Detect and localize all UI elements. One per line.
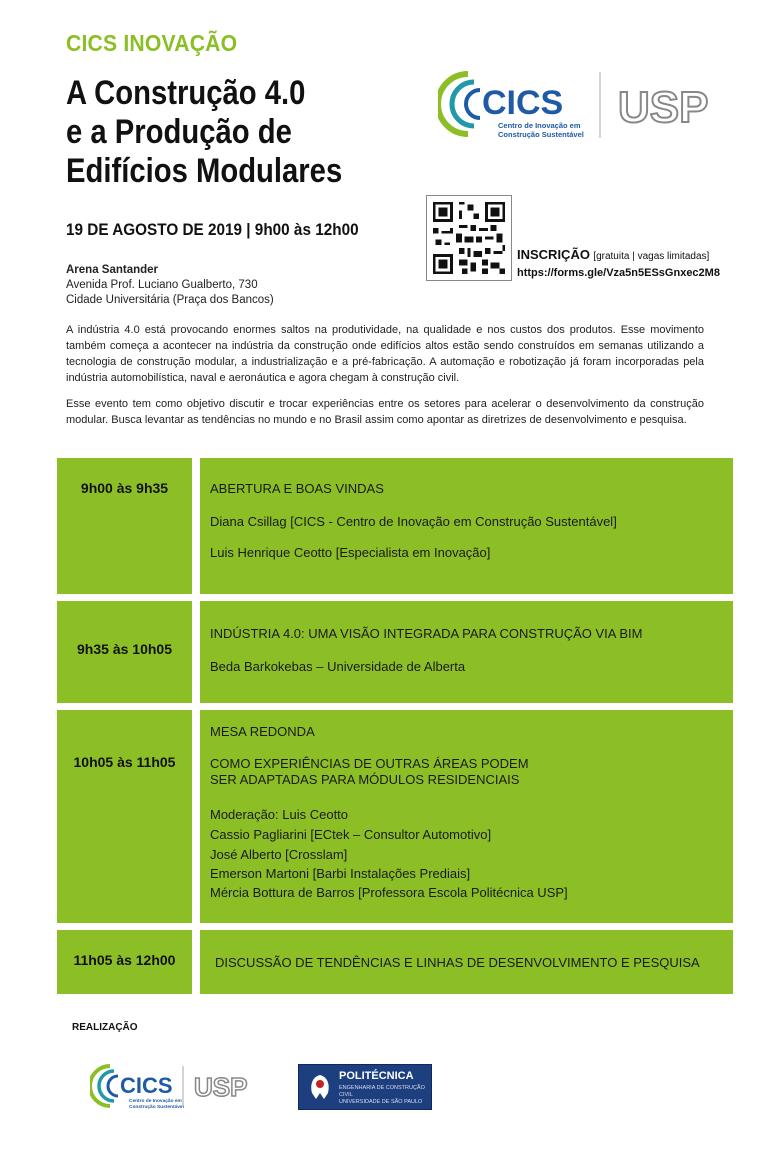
schedule-speaker: Luis Henrique Ceotto [Especialista em Inovação] — [210, 545, 491, 560]
schedule-speaker: Cassio Pagliarini [ECtek – Consultor Automotivo] — [210, 827, 492, 842]
registration-note: [gratuita | vagas limitadas] — [593, 251, 710, 262]
politecnica-subtitle — [339, 1085, 431, 1106]
schedule-time-cell — [57, 601, 192, 703]
venue-address: Avenida Prof. Luciano Gualberto, 730 — [66, 279, 258, 291]
schedule-speaker: Beda Barkokebas – Universidade de Alberta — [210, 659, 466, 674]
schedule-time-cell — [57, 458, 192, 594]
registration — [517, 247, 720, 281]
schedule-row-3 — [57, 710, 733, 923]
schedule-time: 9h35 às 10h05 — [77, 641, 172, 657]
schedule-row-4 — [57, 930, 733, 994]
intro-paragraph-1: A indústria 4.0 está provocando enormes saltos na produtividade, na qualidade e nos custos dos produtos. Esse movimento também começa a acontecer na indústria da construção onde edifícios altos estão sendo construídos em semanas utilizando a tecnologia de construção modular, a industrialização e a pré-fabricação. A automação e robotização já foram incorporadas pela indústria automobilística, naval e aeronáutica e agora chegam à construção civil. — [66, 324, 704, 384]
registration-label: INSCRIÇÃO — [517, 247, 590, 262]
venue-place: Cidade Universitária (Praça dos Bancos) — [66, 294, 274, 306]
cics-logo-text: CICS — [120, 1073, 173, 1098]
schedule-time: 9h00 às 9h35 — [80, 480, 169, 496]
event-series-label: CICS INOVAÇÃO — [66, 30, 238, 56]
page-title — [66, 74, 342, 191]
event-date: 19 DE AGOSTO DE 2019 | 9h00 às 12h00 — [66, 220, 359, 239]
cics-logo-sub-1: Centro de Inovação em — [498, 121, 581, 130]
title-line-3: Edifícios Modulares — [66, 152, 343, 190]
intro-paragraph-2: Esse evento tem como objetivo discutir e trocar experiências entre os setores para acelerar o desenvolvimento da construção modular. Busca levantar as tendências no mundo e no Brasil assim como apontar as diretrizes de desenvolvimento e pesquisa. — [66, 398, 704, 426]
venue-name: Arena Santander — [66, 264, 159, 276]
schedule-session-subtitle: SER ADAPTADAS PARA MÓDULOS RESIDENCIAIS — [210, 772, 520, 787]
schedule-session-title: INDÚSTRIA 4.0: UMA VISÃO INTEGRADA PARA CONSTRUÇÃO VIA BIM — [210, 626, 643, 641]
schedule-session-subtitle: COMO EXPERIÊNCIAS DE OUTRAS ÁREAS PODEM — [210, 756, 529, 771]
title-line-2: e a Produção de — [66, 113, 292, 151]
schedule-program-cell — [200, 930, 733, 994]
title-line-1: A Construção 4.0 — [66, 74, 306, 112]
cics-ring-icon — [438, 74, 480, 134]
schedule-time: 11h05 às 12h00 — [73, 952, 176, 968]
qr-code-icon[interactable] — [426, 195, 512, 281]
schedule-speaker: Diana Csillag [CICS - Centro de Inovação em Construção Sustentável] — [210, 514, 617, 529]
schedule-row-1 — [57, 458, 733, 594]
schedule-time-cell — [57, 930, 192, 994]
schedule-session-title: MESA REDONDA — [210, 724, 315, 739]
schedule-program-cell — [200, 710, 733, 923]
cics-logo-sub-1: Centro de Inovação em — [129, 1099, 182, 1104]
schedule-program-cell — [200, 601, 733, 703]
schedule-program-cell — [200, 458, 733, 594]
registration-link[interactable]: https://forms.gle/Vza5n5ESsGnxec2M8 — [517, 267, 720, 279]
cics-usp-logo — [438, 68, 728, 140]
cics-logo-text: CICS — [482, 84, 564, 122]
schedule-speaker: Moderação: Luis Ceotto — [210, 807, 349, 822]
schedule-session-title: DISCUSSÃO DE TENDÊNCIAS E LINHAS DE DESENVOLVIMENTO E PESQUISA — [215, 955, 700, 970]
event-venue — [66, 263, 274, 308]
schedule-time: 10h05 às 11h05 — [73, 754, 176, 770]
cics-ring-icon — [90, 1066, 118, 1106]
politecnica-title: POLITÉCNICA — [339, 1070, 414, 1082]
politecnica-subtitle-1: ENGENHARIA DE CONSTRUÇÃO CIVIL — [339, 1085, 425, 1098]
cics-logo-sub-2: Construção Sustentável — [129, 1105, 184, 1110]
schedule-speaker: Emerson Martoni [Barbi Instalações Prediais] — [210, 866, 471, 881]
schedule-row-2 — [57, 601, 733, 703]
usp-logo-text: USP — [618, 83, 709, 132]
schedule-speaker: Mércia Bottura de Barros [Professora Escola Politécnica USP] — [210, 885, 568, 900]
footer-realizacao-label: REALIZAÇÃO — [72, 1022, 138, 1033]
usp-logo-text: USP — [194, 1072, 248, 1102]
politecnica-subtitle-2: UNIVERSIDADE DE SÃO PAULO — [339, 1099, 423, 1105]
politecnica-emblem-icon — [307, 1073, 333, 1101]
schedule-time-cell — [57, 710, 192, 923]
schedule-speaker: José Alberto [Crosslam] — [210, 847, 348, 862]
cics-logo-sub-2: Construção Sustentável — [498, 130, 584, 139]
schedule-session-title: ABERTURA E BOAS VINDAS — [210, 481, 384, 496]
footer-cics-usp-logo — [90, 1062, 254, 1110]
politecnica-logo — [298, 1064, 432, 1110]
